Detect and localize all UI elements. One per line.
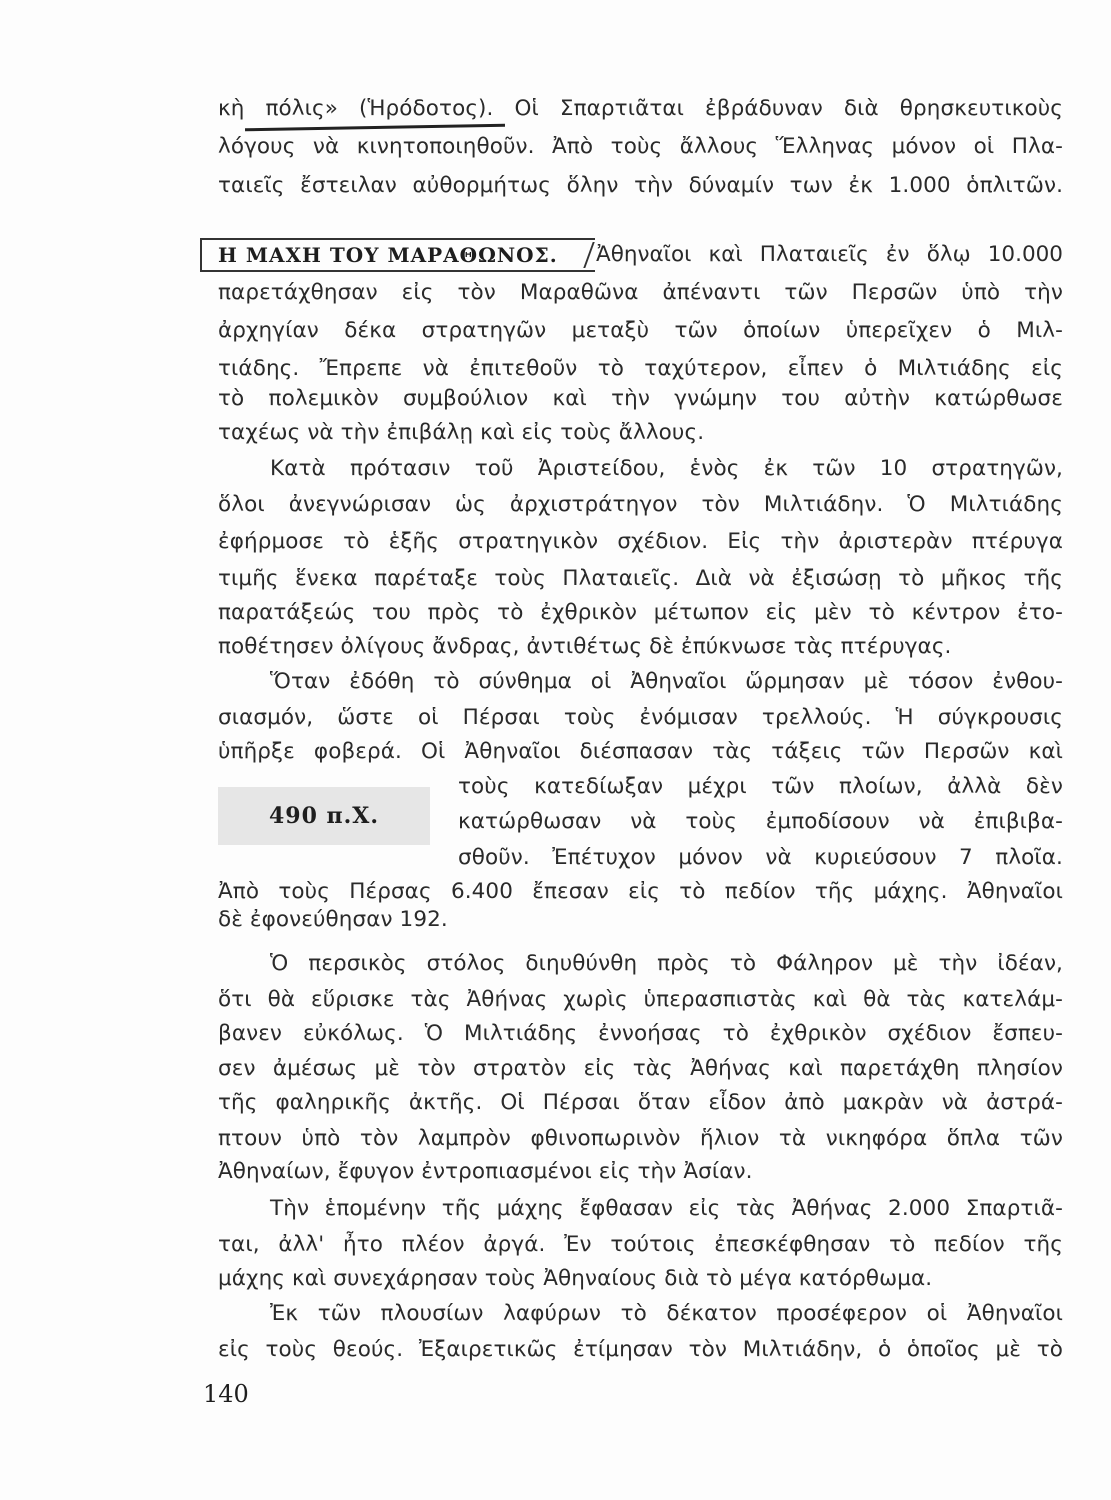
text-line: τοὺς κατεδίωξαν μέχρι τῶν πλοίων, ἀλλὰ δὲν — [458, 774, 1063, 799]
text-line: σθοῦν. Ἐπέτυχον μόνον νὰ κυριεύσουν 7 πλοῖα. — [458, 845, 1063, 870]
text-line: σεν ἀμέσως μὲ τὸν στρατὸν εἰς τὰς Ἀθήνας καὶ παρετάχθη πλησίον — [218, 1056, 1063, 1081]
text-line: Ἀπὸ τοὺς Πέρσας 6.400 ἔπεσαν εἰς τὸ πεδίον τῆς μάχης. Ἀθηναῖοι — [218, 879, 1063, 904]
text-line: Ἐκ τῶν πλουσίων λαφύρων τὸ δέκατον προσέφερον οἱ Ἀθηναῖοι — [270, 1301, 1063, 1326]
text-line: λόγους νὰ κινητοποιηθοῦν. Ἀπὸ τοὺς ἄλλους Ἕλληνας μόνον οἱ Πλα- — [218, 134, 1063, 159]
text-line: τιμῆς ἕνεκα παρέταξε τοὺς Πλαταιεῖς. Διὰ νὰ ἐξισώσῃ τὸ μῆκος τῆς — [218, 566, 1063, 591]
text-line: Ἀθηναῖοι καὶ Πλαταιεῖς ἐν ὅλῳ 10.000 — [596, 242, 1063, 267]
text-line: κὴ πόλις» (Ἡρόδοτος). Οἱ Σπαρτιᾶται ἐβράδυναν διὰ θρησκευτικοὺς — [218, 96, 1063, 121]
text-line: Ὁ περσικὸς στόλος διηυθύνθη πρὸς τὸ Φάληρον μὲ τὴν ἰδέαν, — [270, 951, 1063, 976]
text-line: παρετάχθησαν εἰς τὸν Μαραθῶνα ἀπέναντι τῶν Περσῶν ὑπὸ τὴν — [218, 280, 1063, 305]
section-heading: Η ΜΑΧΗ ΤΟΥ ΜΑΡΑΘΩΝΟΣ. — [218, 243, 558, 267]
text-line: ἀρχηγίαν δέκα στρατηγῶν μεταξὺ τῶν ὁποίων ὑπερεῖχεν ὁ Μιλ- — [218, 318, 1063, 343]
text-line: τὸ πολεμικὸν συμβούλιον καὶ τὴν γνώμην του αὐτὴν κατώρθωσε — [218, 386, 1063, 411]
text-line: βανεν εὐκόλως. Ὁ Μιλτιάδης ἐννοήσας τὸ ἐχθρικὸν σχέδιον ἔσπευ- — [218, 1021, 1063, 1046]
text-line: Ἀθηναίων, ἔφυγον ἐντροπιασμένοι εἰς τὴν Ἀσίαν. — [218, 1159, 753, 1184]
text-line: ταιεῖς ἔστειλαν αὐθορμήτως ὅλην τὴν δύναμίν των ἐκ 1.000 ὁπλιτῶν. — [218, 173, 1063, 198]
text-line: ται, ἀλλ' ἦτο πλέον ἀργά. Ἐν τούτοις ἐπεσκέφθησαν τὸ πεδίον τῆς — [218, 1232, 1063, 1257]
text-line: πτουν ὑπὸ τὸν λαμπρὸν φθινοπωρινὸν ἥλιον τὰ νικηφόρα ὅπλα τῶν — [218, 1126, 1063, 1151]
text-line: σιασμόν, ὥστε οἱ Πέρσαι τοὺς ἐνόμισαν τρελλούς. Ἡ σύγκρουσις — [218, 705, 1063, 730]
text-line: μάχης καὶ συνεχάρησαν τοὺς Ἀθηναίους διὰ τὸ μέγα κατόρθωμα. — [218, 1266, 933, 1291]
text-line: ποθέτησεν ὀλίγους ἄνδρας, ἀντιθέτως δὲ ἐπύκνωσε τὰς πτέρυγας. — [218, 634, 952, 659]
text-line: Τὴν ἑπομένην τῆς μάχης ἔφθασαν εἰς τὰς Ἀθήνας 2.000 Σπαρτιᾶ- — [270, 1196, 1063, 1221]
pen-underline-mark — [245, 124, 505, 132]
text-line: Ὅταν ἐδόθη τὸ σύνθημα οἱ Ἀθηναῖοι ὥρμησαν μὲ τόσον ἐνθου- — [270, 669, 1063, 694]
text-line: ὑπῆρξε φοβερά. Οἱ Ἀθηναῖοι διέσπασαν τὰς τάξεις τῶν Περσῶν καὶ — [218, 739, 1063, 764]
text-line: ταχέως νὰ τὴν ἐπιβάλῃ καὶ εἰς τοὺς ἄλλους. — [218, 420, 705, 445]
text-line: ὅτι θὰ εὕρισκε τὰς Ἀθήνας χωρὶς ὑπερασπιστὰς καὶ θὰ τὰς κατελάμ- — [218, 987, 1063, 1012]
text-line: κατώρθωσαν νὰ τοὺς ἐμποδίσουν νὰ ἐπιβιβα- — [458, 809, 1063, 834]
text-line: ἐφήρμοσε τὸ ἑξῆς στρατηγικὸν σχέδιον. Εἰς τὴν ἀριστερὰν πτέρυγα — [218, 529, 1063, 554]
text-line: δὲ ἐφονεύθησαν 192. — [218, 907, 448, 932]
date-label: 490 π.Χ. — [268, 803, 380, 829]
text-line: Κατὰ πρότασιν τοῦ Ἀριστείδου, ἑνὸς ἐκ τῶν 10 στρατηγῶν, — [270, 456, 1063, 481]
text-line: τῆς φαληρικῆς ἀκτῆς. Οἱ Πέρσαι ὅταν εἶδον ἀπὸ μακρὰν νὰ ἀστρά- — [218, 1090, 1063, 1115]
text-line: ὅλοι ἀνεγνώρισαν ὡς ἀρχιστράτηγον τὸν Μιλτιάδην. Ὁ Μιλτιάδης — [218, 492, 1063, 517]
text-line: παρατάξεώς του πρὸς τὸ ἐχθρικὸν μέτωπον εἰς μὲν τὸ κέντρον ἐτο- — [218, 600, 1063, 625]
text-line: τιάδης. Ἔπρεπε νὰ ἐπιτεθοῦν τὸ ταχύτερον, εἶπεν ὁ Μιλτιάδης εἰς — [218, 356, 1063, 381]
text-line: εἰς τοὺς θεούς. Ἐξαιρετικῶς ἐτίμησαν τὸν Μιλτιάδην, ὁ ὁποῖος μὲ τὸ — [218, 1337, 1063, 1362]
page-number: 140 — [203, 1380, 249, 1408]
